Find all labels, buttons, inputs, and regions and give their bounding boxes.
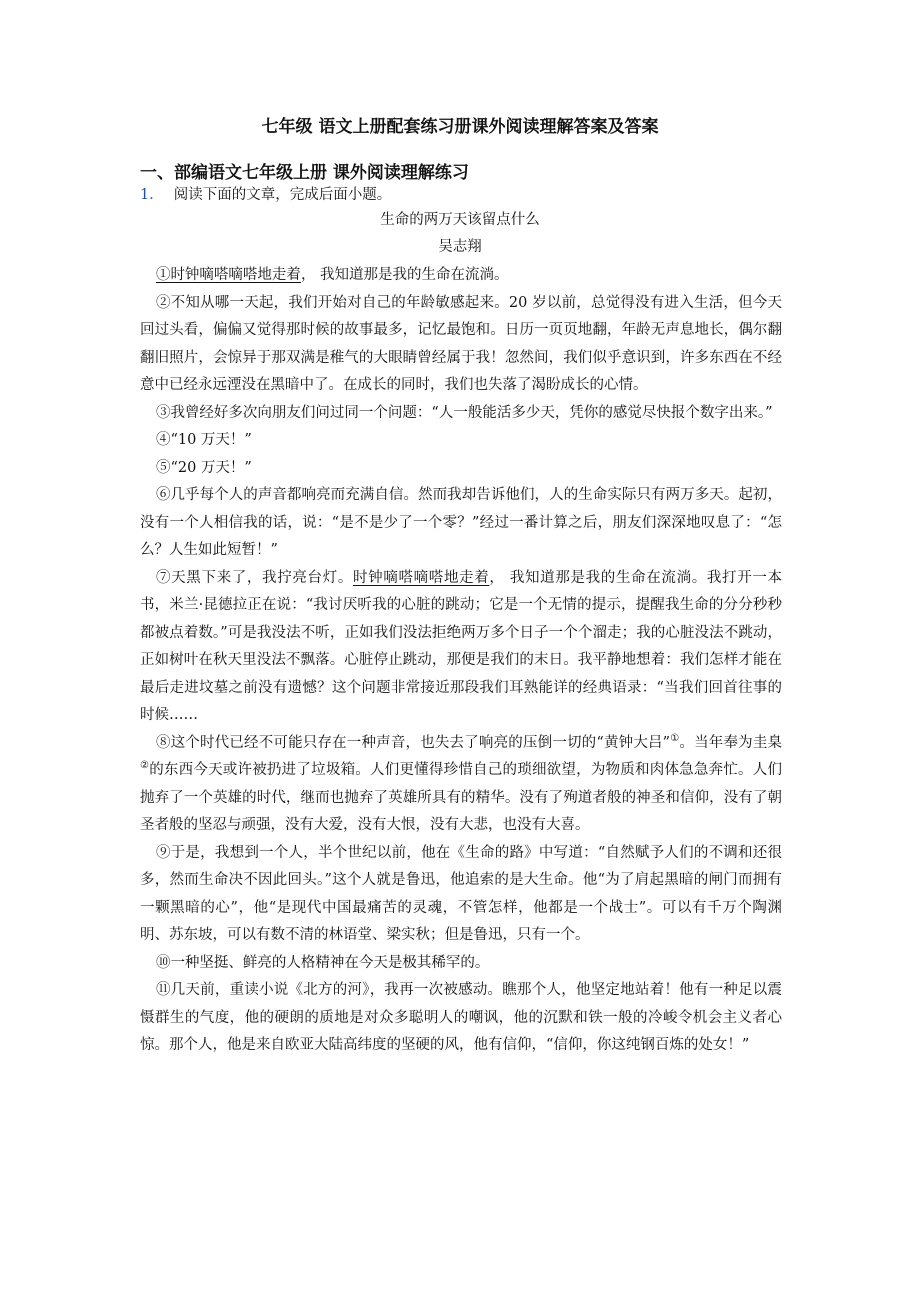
paragraph: ②不知从哪一天起，我们开始对自己的年龄敏感起来。20 岁以前，总觉得没有进入生活，但今天回过头看，偏偏又觉得那时候的故事最多，记忆最饱和。日历一页页地翻，年龄无声息地长，偶尔翻翻旧照片，会惊异于那双满是稚气的大眼睛曾经属于我！忽然间，我们似乎意识到，许多东西在不经意中已经永远湮没在黑暗中了。在成长的同时，我们也失落了渴盼成长的心情。 <box>140 294 783 393</box>
question-instruction: 阅读下面的文章，完成后面小题。 <box>173 187 392 203</box>
paragraph-number: ⑨ <box>155 844 171 861</box>
footnote-marker: ① <box>670 732 680 744</box>
document-title: 七年级 语文上册配套练习册课外阅读理解答案及答案 <box>261 117 659 137</box>
underlined-phrase: 时钟嘀嗒嘀嗒地走着 <box>353 569 490 586</box>
paragraph-number: ③ <box>155 404 171 421</box>
paragraph: ③我曾经好多次向朋友们问过同一个问题：“人一般能活多少天，凭你的感觉尽快报个数字出来。” <box>155 404 773 421</box>
paragraph: ⑦天黑下来了，我拧亮台灯。时钟嘀嗒嘀嗒地走着， 我知道那是我的生命在流淌。我打开一本书，米兰·昆德拉正在说：“我讨厌听我的心脏的跳动；它是一个无情的提示，提醒我生命的分分秒秒都被点着数。”可是我没法不听，正如我们没法拒绝两万多个日子一个个溜走；我的心脏没法不跳动，正如树叶在秋天里没法不飘落。心脏停止跳动，那便是我们的末日。我平静地想着：我们怎样才能在最后走进坟墓之前没有遗憾？这个问题非常接近那段我们耳熟能详的经典语录：“当我们回首往事的时候…… <box>140 569 783 723</box>
footnote-marker: ② <box>140 760 150 772</box>
paragraph-number: ① <box>155 267 171 283</box>
paragraph-number: ⑥ <box>155 487 171 503</box>
article-author: 吴志翔 <box>438 239 482 255</box>
paragraph: ⑥几乎每个人的声音都响亮而充满自信。然而我却告诉他们，人的生命实际只有两万多天。起初，没有一个人相信我的话，说：“是不是少了一个零？”经过一番计算之后，朋友们深深地叹息了：“怎么？人生如此短暂！” <box>140 487 782 558</box>
paragraph: ⑨于是，我想到一个人，半个世纪以前，他在《生命的路》中写道：“自然赋予人们的不调和还很多，然而生命决不因此回头。”这个人就是鲁迅，他追索的是大生命。他“为了肩起黑暗的闸门而拥有一颗黑暗的心”，他“是现代中国最痛苦的灵魂，不管怎样，他都是一个战士”。可以有千万个陶渊明、苏东坡，可以有数不清的林语堂、梁实秋；但是鲁迅，只有一个。 <box>140 844 782 943</box>
article-body <box>140 262 782 1060</box>
paragraph-number: ⑪ <box>155 982 171 998</box>
question-line <box>140 183 391 204</box>
paragraph-number: ⑦ <box>155 569 172 586</box>
article-title: 生命的两万天该留点什么 <box>380 212 540 228</box>
question-number: 1． <box>140 187 164 203</box>
paragraph: ⑧这个时代已经不可能只存在一种声音，也失去了响亮的压倒一切的“黄钟大吕”①。当年奉为圭臬②的东西今天或许被扔进了垃圾箱。人们更懂得珍惜自己的琐细欲望，为物质和肉体急急奔忙。人们抛弃了一个英雄的时代，继而也抛弃了英雄所具有的精华。没有了殉道者般的神圣和信仰，没有了朝圣者般的坚忍与顽强，没有大爱，没有大恨，没有大悲，也没有大喜。 <box>140 732 783 833</box>
paragraph: ⑤“20 万天！” <box>155 459 252 476</box>
paragraph: ①时钟嘀嗒嘀嗒地走着， 我知道那是我的生命在流淌。 <box>155 267 509 283</box>
paragraph-number: ② <box>155 294 171 311</box>
paragraph-number: ⑤ <box>155 459 171 476</box>
paragraph-number: ④ <box>155 432 171 448</box>
paragraph: ④“10 万天！” <box>155 432 252 448</box>
underlined-phrase: 时钟嘀嗒嘀嗒地走着 <box>170 267 301 283</box>
paragraph-number: ⑧ <box>155 734 171 751</box>
section-heading: 一、部编语文七年级上册 课外阅读理解练习 <box>140 163 469 183</box>
paragraph: ⑪几天前，重读小说《北方的河》，我再一次被感动。瞧那个人，他坚定地站着！他有一种足以震慑群生的气度，他的硬朗的质地是对众多聪明人的嘲讽，他的沉默和铁一般的冷峻令机会主义者心惊。那个人，他是来自欧亚大陆高纬度的坚硬的风，他有信仰，“信仰，你这纯钢百炼的处女！” <box>140 982 782 1053</box>
paragraph-number: ⑩ <box>155 954 171 971</box>
paragraph: ⑩一种坚挺、鲜亮的人格精神在今天是极其稀罕的。 <box>155 954 490 971</box>
